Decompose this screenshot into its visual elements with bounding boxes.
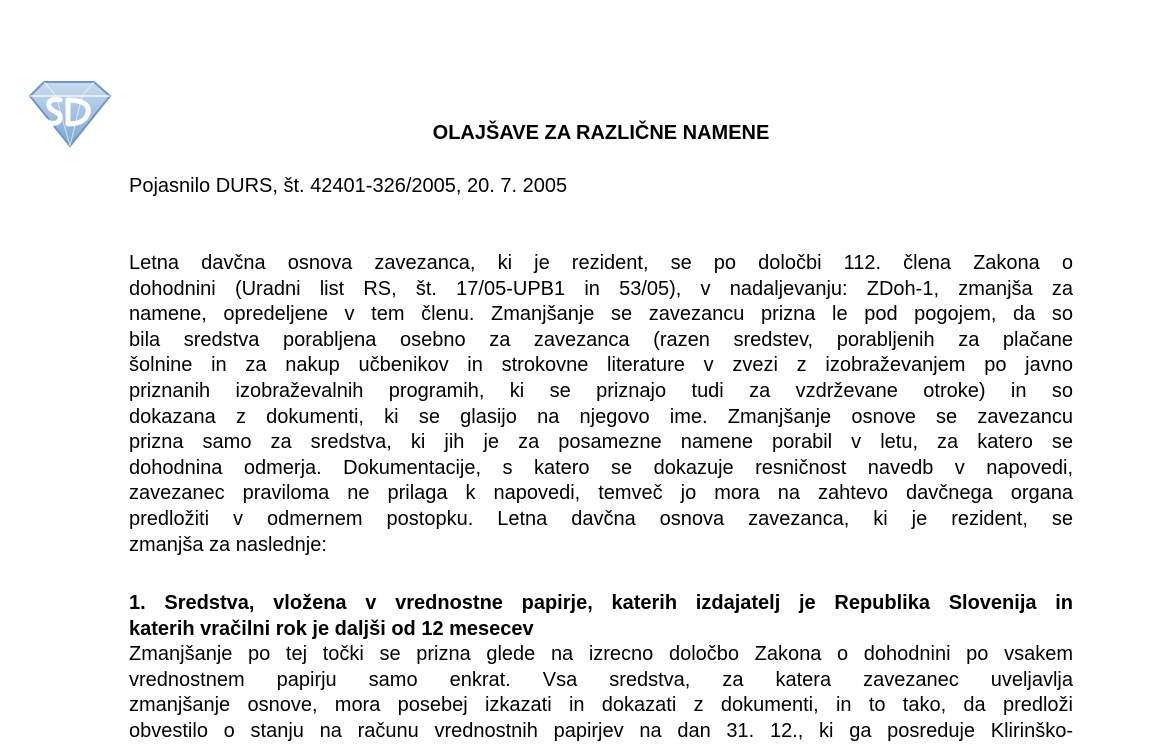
paragraph-line: Letna davčna osnova zavezanca, ki je rezident, se po določbi 112. člena Zakona o — [129, 252, 1073, 274]
document-subtitle: Pojasnilo DURS, št. 42401-326/2005, 20. 7. 2005 — [129, 175, 568, 197]
paragraph-line: priznanih izobraževalnih programih, ki se priznajo tudi za vzdrževane otroke) in so — [129, 379, 1073, 402]
paragraph-line: zmanjša za naslednje: — [129, 533, 327, 556]
section-1-paragraph — [129, 642, 1073, 744]
paragraph-line: obvestilo o stanju na računu vrednostnih papirjev na dan 31. 12., ki ga posreduje Klirinško- — [129, 719, 1073, 742]
paragraph-line: dohodnina odmerja. Dokumentacije, s katero se dokazuje resničnost navedb v napovedi, — [129, 456, 1073, 479]
heading-line: 1. Sredstva, vložena v vrednostne papirje, katerih izdajatelj je Republika Slovenija in — [129, 592, 1073, 614]
paragraph-line: dohodnini (Uradni list RS, št. 17/05-UPB1 in 53/05), v nadaljevanju: ZDoh-1, zmanjša za — [129, 277, 1073, 300]
paragraph-line: bila sredstva porabljena osebno za zavezanca (razen sredstev, porabljenih za plačane — [129, 328, 1073, 351]
document-title: OLAJŠAVE ZA RAZLIČNE NAMENE — [432, 122, 770, 144]
intro-paragraph — [129, 251, 1073, 558]
paragraph-line: šolnine in za nakup učbenikov in strokovne literature v zvezi z izobraževanjem po javno — [129, 354, 1073, 377]
paragraph-line: prizna samo za sredstva, ki jih je za posamezne namene porabil v letu, za katero se — [129, 431, 1073, 454]
paragraph-line: zmanjšanje osnove, mora posebej izkazati in dokazati z dokumenti, in to tako, da predloži — [129, 694, 1073, 717]
paragraph-line: dokazana z dokumenti, ki se glasijo na njegovo ime. Zmanjšanje osnove se zavezancu — [129, 405, 1073, 428]
paragraph-line: zavezanec praviloma ne prilaga k napovedi, temveč jo mora na zahtevo davčnega organa — [129, 482, 1073, 505]
heading-line: katerih vračilni rok je daljši od 12 mesecev — [129, 617, 534, 640]
paragraph-line: predložiti v odmernem postopku. Letna davčna osnova zavezanca, ki je rezident, se — [129, 507, 1073, 530]
section-1-heading — [129, 591, 1073, 642]
paragraph-line: namene, opredeljene v tem členu. Zmanjšanje se zavezancu prizna le pod pogojem, da so — [129, 303, 1073, 326]
paragraph-line: vrednostnem papirju samo enkrat. Vsa sredstva, za katera zavezanec uveljavlja — [129, 668, 1073, 691]
paragraph-line: Zmanjšanje po tej točki se prizna glede na izrecno določbo Zakona o dohodnini po vsakem — [129, 643, 1073, 665]
sd-logo-icon — [26, 78, 112, 150]
